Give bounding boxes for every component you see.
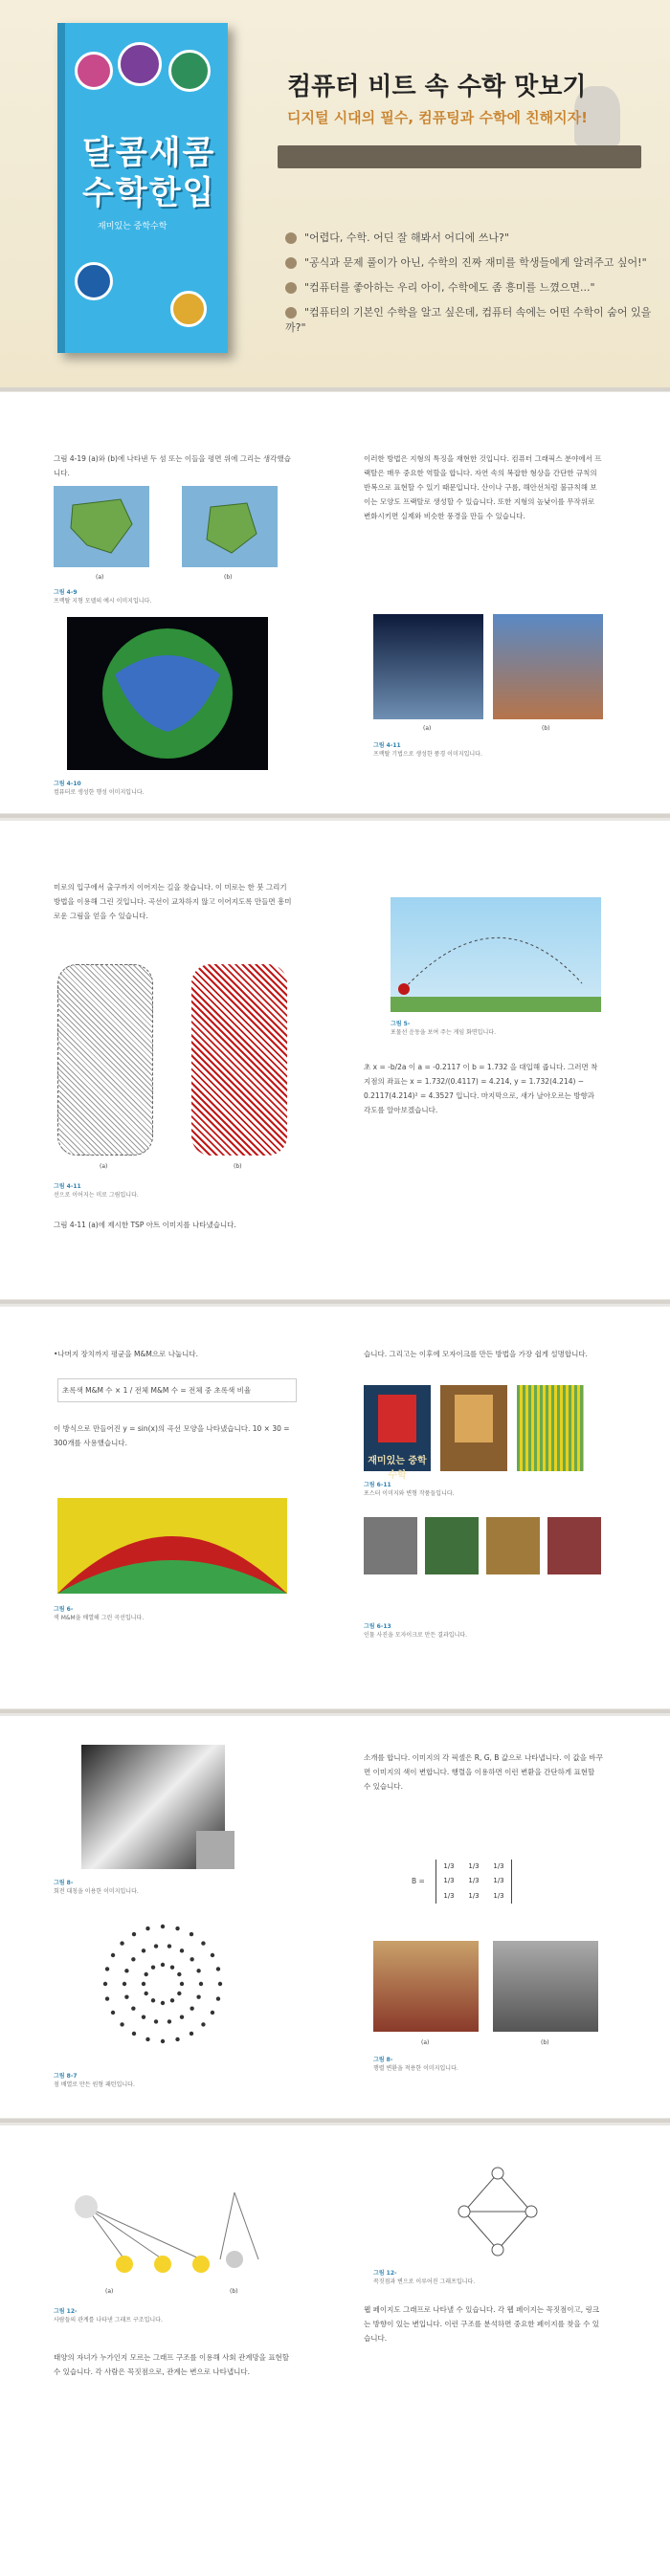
- pattern-dot: [170, 1998, 174, 2002]
- cover-circle: [75, 52, 113, 90]
- book-badge: 재미있는 중학수학: [98, 222, 168, 231]
- pattern-dot: [142, 1949, 145, 1952]
- maze-image: [57, 964, 153, 1156]
- quote-item: "공식과 문제 풀이가 아닌, 수학의 진짜 재미를 학생들에게 알려주고 싶어!": [285, 254, 647, 270]
- body-text: 그림 4-11 (a)에 제시한 TSP 아트 이미지를 나타냈습니다.: [54, 1221, 236, 1229]
- page-spread-2: [0, 821, 670, 1299]
- pattern-dot: [103, 1982, 107, 1986]
- label-a: (a): [421, 2039, 430, 2046]
- cover-circle: [118, 42, 162, 86]
- pattern-dot: [161, 1925, 165, 1928]
- pattern-dot: [177, 1972, 181, 1976]
- pattern-dot: [120, 1941, 123, 1945]
- hero-banner: [0, 0, 670, 387]
- landscape-image: [373, 614, 483, 719]
- pattern-dot: [218, 1982, 222, 1986]
- quote-item: "컴퓨터의 기본인 수학을 알고 싶은데, 컴퓨터 속에는 어떤 수학이 숨어 있을까?": [285, 306, 652, 334]
- divider: [0, 387, 670, 391]
- pattern-dot: [170, 1965, 174, 1969]
- matrix: 1/3 1/3 1/3 1/3 1/3 1/3 1/3 1/3 1/3: [436, 1860, 512, 1904]
- shelf: [278, 145, 641, 168]
- pattern-dot: [111, 2011, 115, 2015]
- page-spread-5: [0, 2125, 670, 2576]
- planet-image: [67, 617, 268, 770]
- cover-circle: [168, 50, 211, 92]
- filtered-image: [493, 1941, 598, 2032]
- pin-icon: [285, 232, 297, 244]
- graph-image: [440, 2164, 555, 2259]
- body-text: 이러한 방법은 지형의 특징을 재현한 것입니다. 컴퓨터 그래픽스 분야에서 프랙탈은 매우 중요한 역할을 합니다. 자연 속의 복잡한 형상을 간단한 규칙의 반복으로 표현할 수 있기 때문입니다. 산이나 구름, 해안선처럼 불규칙해 보이는 모양도 프랙탈로 생성할 수 있습니다. 또한 지형의 높낮이를 무작위로 변화시키면 실제와 비슷한 풍경을 만들 수 있습니다.: [364, 454, 602, 520]
- book-title: 달콤새콤 수학한입: [82, 134, 216, 212]
- pattern-dot: [168, 2019, 171, 2023]
- pattern-dot: [168, 1944, 171, 1948]
- body-text: 태양의 자녀가 누가인지 모르는 그래프 구조를 이용해 사회 관계망을 표현할 수 있습니다. 각 사람은 꼭짓점으로, 관계는 변으로 나타냅니다.: [54, 2353, 290, 2376]
- pattern-dot: [131, 2007, 135, 2011]
- figure-caption: 그림 6-13 인물 사진을 모자이크로 만든 결과입니다.: [364, 1623, 468, 1639]
- label-a: (a): [100, 1163, 108, 1170]
- label-b: (b): [234, 1163, 242, 1170]
- social-graph-image: [67, 2183, 287, 2279]
- body-text: 이 방식으로 만들어진 y = sin(x)의 곡선 모양을 나타냈습니다. 10 × 30 = 300개를 사용했습니다.: [54, 1424, 290, 1447]
- poster-image: [440, 1385, 507, 1471]
- pattern-dot: [211, 2011, 214, 2015]
- pattern-dot: [180, 1949, 184, 1952]
- mm-curve-image: [57, 1498, 287, 1594]
- hero-subtitle: 디지털 시대의 필수, 컴퓨팅과 수학에 친해지자!: [287, 109, 588, 126]
- pattern-dot: [190, 2032, 193, 2036]
- dot-pattern-image: [91, 1912, 234, 2056]
- quote-item: "어렵다, 수학. 어딘 잘 해봐서 어디에 쓰나?": [285, 230, 509, 245]
- maze-image: [191, 964, 287, 1156]
- pattern-dot: [131, 1957, 135, 1961]
- figure-caption: 그림 12- 꼭짓점과 변으로 이루어진 그래프입니다.: [373, 2270, 476, 2285]
- mosaic-image: [517, 1385, 584, 1471]
- cover-circle: [170, 291, 207, 327]
- pattern-dot: [201, 2022, 205, 2026]
- figure-caption: 그림 8- 행렬 변환을 적용한 이미지입니다.: [373, 2057, 458, 2072]
- pattern-dot: [144, 1992, 147, 1995]
- pattern-dot: [190, 1932, 193, 1936]
- pattern-dot: [196, 1994, 200, 1998]
- divider: [0, 814, 670, 818]
- portrait-image: [425, 1517, 479, 1574]
- pattern-dot: [180, 2015, 184, 2018]
- cover-circle: [75, 262, 113, 300]
- figure-caption: 그림 12- 사람들의 관계를 나타낸 그래프 구조입니다.: [54, 2308, 163, 2323]
- pattern-dot: [142, 1982, 145, 1986]
- pattern-dot: [123, 1982, 126, 1986]
- pin-icon: [285, 282, 297, 294]
- pattern-dot: [120, 2022, 123, 2026]
- pattern-dot: [151, 1998, 155, 2002]
- pattern-dot: [145, 2037, 149, 2041]
- body-text: •나머지 장치까지 평균을 M&M으로 나눕니다.: [54, 1350, 199, 1358]
- pattern-dot: [201, 1941, 205, 1945]
- pattern-dot: [154, 1944, 158, 1948]
- figure-caption: 그림 4-10 컴퓨터로 생성한 행성 이미지입니다.: [54, 781, 145, 796]
- label-a: (a): [96, 574, 104, 581]
- pattern-dot: [216, 1996, 220, 2000]
- pin-icon: [285, 307, 297, 319]
- divider: [0, 2119, 670, 2123]
- body-text: 웹 페이지도 그래프로 나타낼 수 있습니다. 각 웹 페이지는 꼭짓점이고, 링크는 방향이 있는 변입니다. 이런 구조를 분석하면 중요한 페이지를 찾을 수 있습니다.: [364, 2305, 599, 2343]
- body-text: 미로의 입구에서 출구까지 이어지는 길을 찾습니다. 이 미로는 한 붓 그리기 방법을 이용해 그린 것입니다. 곡선이 교차하지 않고 이어지도록 만들면 흥미로운 그림을 얻을 수 있습니다.: [54, 883, 292, 920]
- pattern-dot: [190, 1957, 193, 1961]
- figure-caption: 그림 8-7 점 배열로 만든 원형 패턴입니다.: [54, 2073, 135, 2088]
- pattern-dot: [199, 1982, 203, 1986]
- pattern-dot: [105, 1996, 109, 2000]
- pattern-dot: [211, 1953, 214, 1957]
- figure-caption: 그림 4-11 프랙탈 기법으로 생성한 풍경 이미지입니다.: [373, 742, 482, 758]
- body-text: 초 x = -b/2a 이 a = -0.2117 이 b = 1.732 을 대입해 줍니다. 그러면 착지점의 좌표는 x = 1.732/(0.4117) = 4.214, y = 1.732(4.214) − 0.2117(4.214)² = 4.3527 입니다. 마지막으로, 새가 날아오르는 방향과 각도를 알아보겠습니다.: [364, 1063, 598, 1114]
- pattern-dot: [196, 1969, 200, 1972]
- figure-caption: 그림 4-9 프랙탈 지형 모델의 예시 이미지입니다.: [54, 589, 152, 605]
- pattern-dot: [177, 1992, 181, 1995]
- game-screenshot: [391, 897, 601, 1012]
- page-spread-1: [0, 392, 670, 813]
- pin-icon: [285, 257, 297, 269]
- label-b: (b): [541, 2039, 549, 2046]
- pattern-dot: [161, 1963, 165, 1967]
- thumb-image: [196, 1831, 234, 1869]
- figure-caption: 그림 5- 포물선 운동을 보여 주는 게임 화면입니다.: [391, 1021, 496, 1036]
- body-text: 소개를 합니다. 이미지의 각 픽셀은 R, G, B 값으로 나타냅니다. 이 값을 바꾸면 이미지의 색이 변합니다. 행렬을 이용하면 이런 변환을 간단하게 표현할 수 있습니다.: [364, 1753, 603, 1791]
- pattern-dot: [161, 2039, 165, 2043]
- label-b: (b): [230, 2288, 238, 2295]
- figure-caption: 그림 4-11 선으로 이어지는 미로 그림입니다.: [54, 1183, 139, 1199]
- matrix-label: B =: [412, 1877, 425, 1885]
- filtered-image: [373, 1941, 479, 2032]
- page-spread-3: [0, 1307, 670, 1708]
- label-a: (a): [423, 725, 432, 732]
- pattern-dot: [142, 2015, 145, 2018]
- book-cover: [57, 23, 228, 353]
- map-image: [182, 486, 278, 567]
- pattern-dot: [124, 1969, 128, 1972]
- pattern-dot: [161, 2001, 165, 2005]
- quote-item: "컴퓨터를 좋아하는 우리 아이, 수학에도 좀 흥미를 느꼈으면...": [285, 279, 595, 295]
- pattern-dot: [144, 1972, 147, 1976]
- pattern-dot: [151, 1965, 155, 1969]
- pattern-dot: [132, 1932, 136, 1936]
- pattern-dot: [124, 1994, 128, 1998]
- formula: 초록색 M&M 수 × 1 / 전체 M&M 수 = 전체 중 초록색 비율: [57, 1378, 297, 1402]
- portrait-image: [547, 1517, 601, 1574]
- hero-title: 컴퓨터 비트 속 수학 맛보기: [287, 73, 587, 101]
- label-b: (b): [542, 725, 550, 732]
- poster-image: 재미있는 중학수학: [364, 1385, 431, 1471]
- body-text: 습니다. 그리고는 이후에 모자이크를 만든 방법을 가장 쉽게 설명합니다.: [364, 1350, 588, 1358]
- pattern-dot: [132, 2032, 136, 2036]
- pattern-dot: [175, 1926, 179, 1930]
- pattern-dot: [180, 1982, 184, 1986]
- pattern-dot: [175, 2037, 179, 2041]
- divider: [0, 1709, 670, 1713]
- pattern-dot: [154, 2019, 158, 2023]
- page-spread-4: [0, 1716, 670, 2118]
- pattern-dot: [111, 1953, 115, 1957]
- landscape-image: [493, 614, 603, 719]
- label-b: (b): [224, 574, 233, 581]
- pattern-dot: [105, 1967, 109, 1971]
- pattern-dot: [190, 2007, 193, 2011]
- divider: [0, 1300, 670, 1304]
- pattern-dot: [216, 1967, 220, 1971]
- body-text: 그림 4-19 (a)와 (b)에 나타낸 두 섬 또는 이들을 평면 위에 그리는 생각했습니다.: [54, 454, 291, 477]
- pattern-dot: [145, 1926, 149, 1930]
- figure-caption: 그림 6-11 포스터 이미지와 변형 작품들입니다.: [364, 1482, 455, 1497]
- figure-caption: 그림 6- 색 M&M을 배열해 그린 곡선입니다.: [54, 1606, 145, 1621]
- figure-caption: 그림 8- 회전 대칭을 이용한 이미지입니다.: [54, 1880, 139, 1895]
- label-a: (a): [105, 2288, 114, 2295]
- portrait-image: [486, 1517, 540, 1574]
- map-image: [54, 486, 149, 567]
- portrait-image: [364, 1517, 417, 1574]
